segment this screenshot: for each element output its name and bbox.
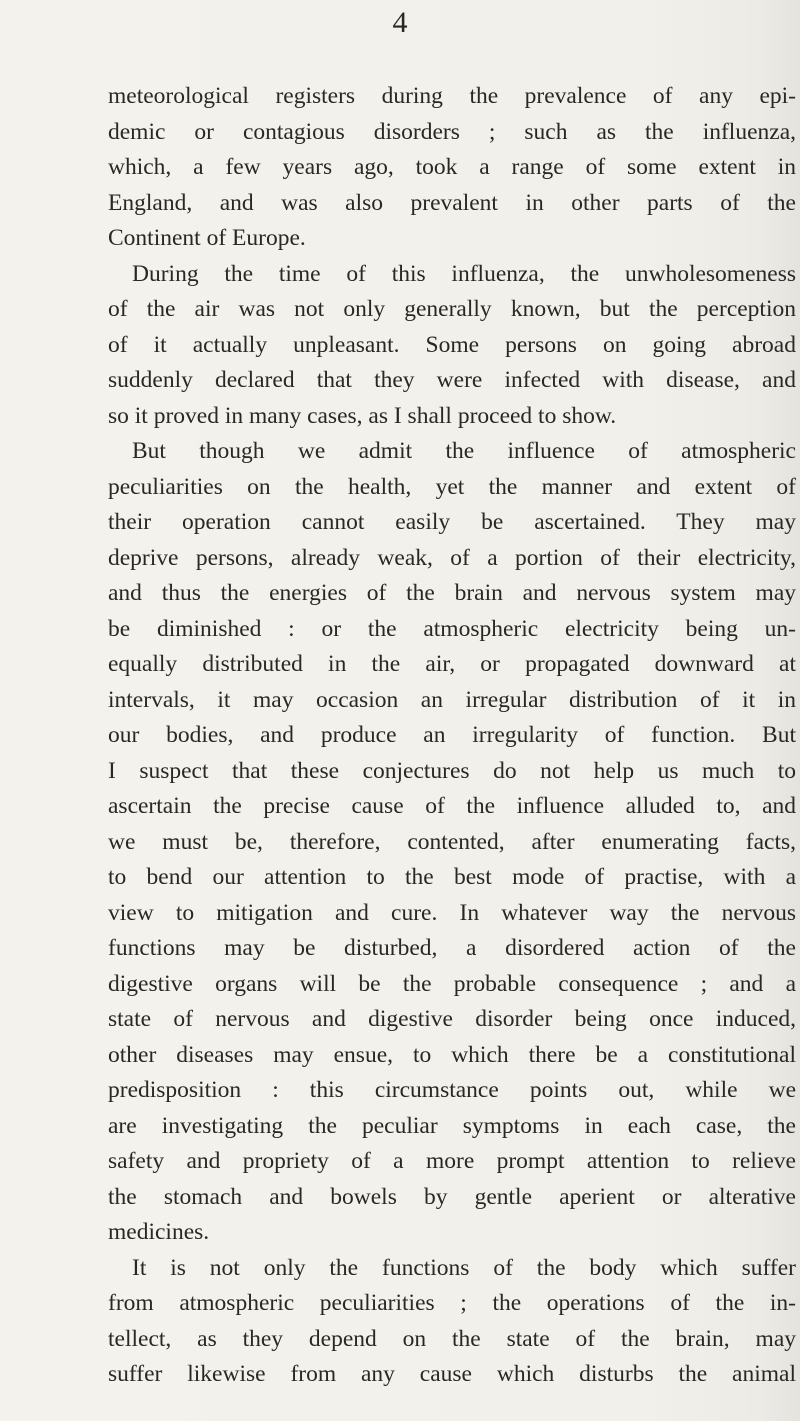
text-line: and thus the energies of the brain and nervous system may: [108, 580, 796, 606]
text-line: are investigating the peculiar symptoms in each case, the: [108, 1112, 796, 1139]
text-line: Continent of Europe.: [108, 225, 306, 251]
text-line: During the time of this influenza, the unwholesomeness: [132, 260, 796, 287]
text-line: But though we admit the influence of atmospheric: [132, 438, 796, 464]
text-line: other diseases may ensue, to which there be a constitutional: [108, 1041, 796, 1068]
body-text: [108, 79, 796, 1393]
text-line: safety and propriety of a more prompt attention to relieve: [108, 1148, 796, 1174]
text-line: It is not only the functions of the body which suffer: [132, 1254, 796, 1281]
text-line: intervals, it may occasion an irregular distribution of it in: [108, 686, 796, 713]
text-line: tellect, as they depend on the state of the brain, may: [108, 1325, 796, 1352]
text-line: suddenly declared that they were infected with disease, and: [108, 367, 796, 393]
text-line: functions may be disturbed, a disordered action of the: [108, 935, 796, 961]
text-line: of it actually unpleasant. Some persons on going abroad: [108, 331, 796, 358]
text-line: deprive persons, already weak, of a portion of their electricity,: [108, 544, 796, 571]
text-line: from atmospheric peculiarities ; the operations of the in-: [108, 1290, 796, 1316]
text-line: digestive organs will be the probable consequence ; and a: [108, 970, 796, 997]
page-number: 4: [392, 6, 408, 39]
text-line: view to mitigation and cure. In whatever way the nervous: [108, 899, 796, 926]
text-line: we must be, therefore, contented, after enumerating facts,: [108, 828, 796, 855]
text-line: demic or contagious disorders ; such as the influenza,: [108, 118, 796, 145]
text-line: our bodies, and produce an irregularity of function. But: [108, 722, 796, 748]
text-line: I suspect that these conjectures do not help us much to: [108, 757, 796, 784]
text-line: of the air was not only generally known, but the perception: [108, 296, 796, 322]
text-line: so it proved in many cases, as I shall proceed to show.: [108, 402, 617, 429]
text-line: their operation cannot easily be ascertained. They may: [108, 509, 796, 535]
text-line: equally distributed in the air, or propagated downward at: [108, 651, 796, 677]
text-line: the stomach and bowels by gentle aperient or alterative: [108, 1183, 796, 1210]
text-line: state of nervous and digestive disorder being once induced,: [108, 1006, 796, 1032]
text-line: to bend our attention to the best mode of practise, with a: [108, 864, 796, 890]
text-line: predisposition : this circumstance points out, while we: [108, 1077, 796, 1103]
text-line: England, and was also prevalent in other parts of the: [108, 189, 796, 216]
text-line: peculiarities on the health, yet the manner and extent of: [108, 473, 796, 500]
text-line: be diminished : or the atmospheric electricity being un-: [108, 615, 796, 642]
text-line: which, a few years ago, took a range of some extent in: [108, 154, 796, 180]
text-line: ascertain the precise cause of the influence alluded to, and: [108, 793, 796, 819]
text-line: meteorological registers during the prevalence of any epi-: [108, 83, 796, 109]
text-line: suffer likewise from any cause which disturbs the animal: [108, 1361, 796, 1387]
text-line: medicines.: [108, 1219, 210, 1245]
